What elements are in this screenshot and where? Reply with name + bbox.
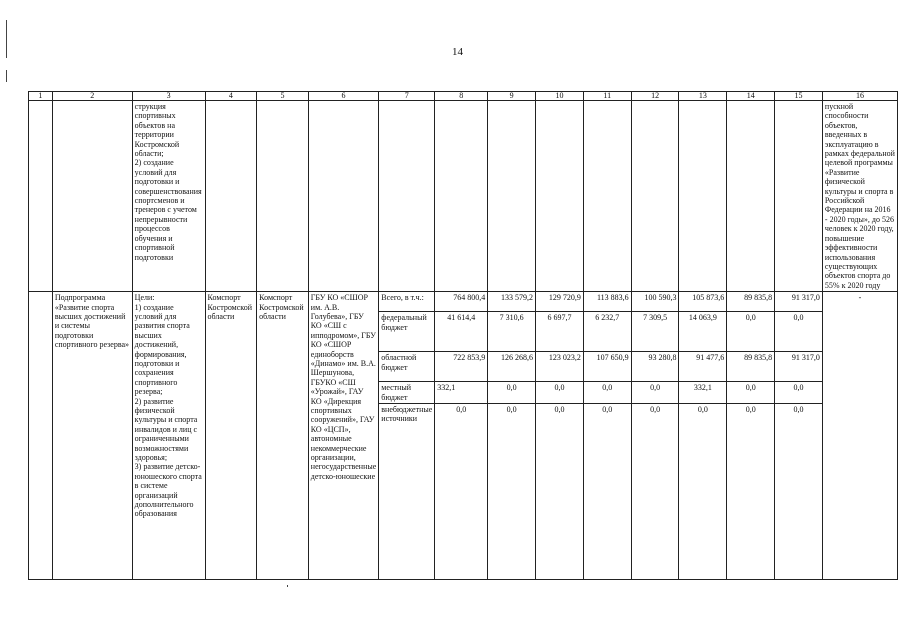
funding-source: Всего, в т.ч.: [379, 292, 435, 312]
budget-table [28, 91, 898, 580]
funding-value: 91 477,6 [679, 352, 727, 382]
funding-source: федеральный бюджет [379, 312, 435, 352]
funding-value: 0,0 [679, 403, 727, 579]
column-header: 6 [308, 92, 379, 101]
empty-cell [52, 101, 132, 292]
participants-cell: ГБУ КО «СШОР им. А.В. Голубева», ГБУ КО «СШ с ипподромом», ГБУ КО «СШОР единоборств «Динамо» им. В.А. Шершунова, ГБУКО «СШ «Урожай», ГАУ КО «Дирекция спортивных сооружений», ГАУ КО «ЦСП», автономные некоммерческие организации, негосударственные детско-юношеские [308, 292, 379, 580]
empty-cell [29, 292, 53, 580]
column-header: 1 [29, 92, 53, 101]
subprogram-row [29, 292, 898, 312]
funding-value: 89 835,8 [727, 292, 775, 312]
funding-value: 0,0 [583, 382, 631, 404]
funding-value: 332,1 [435, 382, 488, 404]
column-header: 12 [631, 92, 679, 101]
funding-value: 722 853,9 [435, 352, 488, 382]
coexecutor-cell: Комспорт Костромской области [257, 292, 309, 580]
funding-value: 764 800,4 [435, 292, 488, 312]
funding-source: областной бюджет [379, 352, 435, 382]
funding-value: 113 883,6 [583, 292, 631, 312]
indicator-continuation-cell: пускной способности объектов, введенных в эксплуатацию в рамках федеральной целевой программы «Развитие физической культуры и спорта в Российской Федерации на 2016 - 2020 годы», до 526 человек к 2020 году, повышение эффективности использования существующих объектов спорта до 55% к 2020 году [822, 101, 897, 292]
column-header: 7 [379, 92, 435, 101]
page-number: 14 [452, 46, 463, 58]
funding-value: 0,0 [488, 382, 536, 404]
funding-value: 123 023,2 [536, 352, 584, 382]
column-header: 10 [536, 92, 584, 101]
task-continuation-cell: струкция спортивных объектов на территории Костромской области; 2) создание условий для подготовки и совершенствования спортсменов и тренеров с учетом непрерывности процессов обучения и спортивной подготовки [132, 101, 205, 292]
continuation-row [29, 101, 898, 292]
funding-value: 0,0 [631, 382, 679, 404]
empty-cell [379, 101, 435, 292]
funding-value: 129 720,9 [536, 292, 584, 312]
column-header: 4 [205, 92, 257, 101]
funding-source: местный бюджет [379, 382, 435, 404]
funding-source: внебюджетные источники [379, 403, 435, 579]
funding-value: 126 268,6 [488, 352, 536, 382]
funding-value: 0,0 [435, 403, 488, 579]
funding-value: 14 063,9 [679, 312, 727, 352]
funding-value: 0,0 [536, 382, 584, 404]
funding-value: 7 309,5 [631, 312, 679, 352]
empty-cell [536, 101, 584, 292]
empty-cell [435, 101, 488, 292]
funding-value: 105 873,6 [679, 292, 727, 312]
funding-value: 0,0 [727, 312, 775, 352]
empty-cell [257, 101, 309, 292]
empty-cell [583, 101, 631, 292]
scan-dot [287, 585, 288, 587]
funding-value: 0,0 [631, 403, 679, 579]
column-header: 9 [488, 92, 536, 101]
funding-value: 0,0 [583, 403, 631, 579]
funding-value: 41 614,4 [435, 312, 488, 352]
funding-value: 89 835,8 [727, 352, 775, 382]
scan-margin-mark [6, 20, 7, 58]
indicator-cell: - [822, 292, 897, 580]
subprogram-name-cell: Подпрограмма «Развитие спорта высших достижений и системы подготовки спортивного резерва» [52, 292, 132, 580]
empty-cell [308, 101, 379, 292]
subprogram-goals-cell: Цели: 1) создание условий для развития спорта высших достижений, формирования, подготовки и сохранения спортивного резерва; 2) развитие физической культуры и спорта инвалидов и лиц с ограниченными возможностями здоровья; 3) развитие детско-юношеского спорта в системе организаций дополнительного образования [132, 292, 205, 580]
column-header: 16 [822, 92, 897, 101]
column-header-row [29, 92, 898, 101]
column-header: 14 [727, 92, 775, 101]
empty-cell [679, 101, 727, 292]
column-header: 2 [52, 92, 132, 101]
funding-value: 6 232,7 [583, 312, 631, 352]
column-header: 15 [775, 92, 823, 101]
scan-margin-mark [6, 70, 7, 82]
empty-cell [488, 101, 536, 292]
responsible-executor-cell: Комспорт Костромской области [205, 292, 257, 580]
funding-value: 6 697,7 [536, 312, 584, 352]
funding-value: 0,0 [775, 403, 823, 579]
column-header: 11 [583, 92, 631, 101]
column-header: 8 [435, 92, 488, 101]
empty-cell [775, 101, 823, 292]
funding-value: 0,0 [536, 403, 584, 579]
column-header: 5 [257, 92, 309, 101]
funding-value: 107 650,9 [583, 352, 631, 382]
empty-cell [205, 101, 257, 292]
funding-value: 0,0 [727, 382, 775, 404]
funding-value: 0,0 [775, 312, 823, 352]
funding-value: 91 317,0 [775, 292, 823, 312]
funding-value: 133 579,2 [488, 292, 536, 312]
funding-value: 0,0 [775, 382, 823, 404]
funding-value: 332,1 [679, 382, 727, 404]
funding-value: 7 310,6 [488, 312, 536, 352]
funding-value: 91 317,0 [775, 352, 823, 382]
column-header: 3 [132, 92, 205, 101]
funding-value: 100 590,3 [631, 292, 679, 312]
empty-cell [631, 101, 679, 292]
funding-value: 93 280,8 [631, 352, 679, 382]
empty-cell [29, 101, 53, 292]
funding-value: 0,0 [727, 403, 775, 579]
column-header: 13 [679, 92, 727, 101]
funding-value: 0,0 [488, 403, 536, 579]
empty-cell [727, 101, 775, 292]
